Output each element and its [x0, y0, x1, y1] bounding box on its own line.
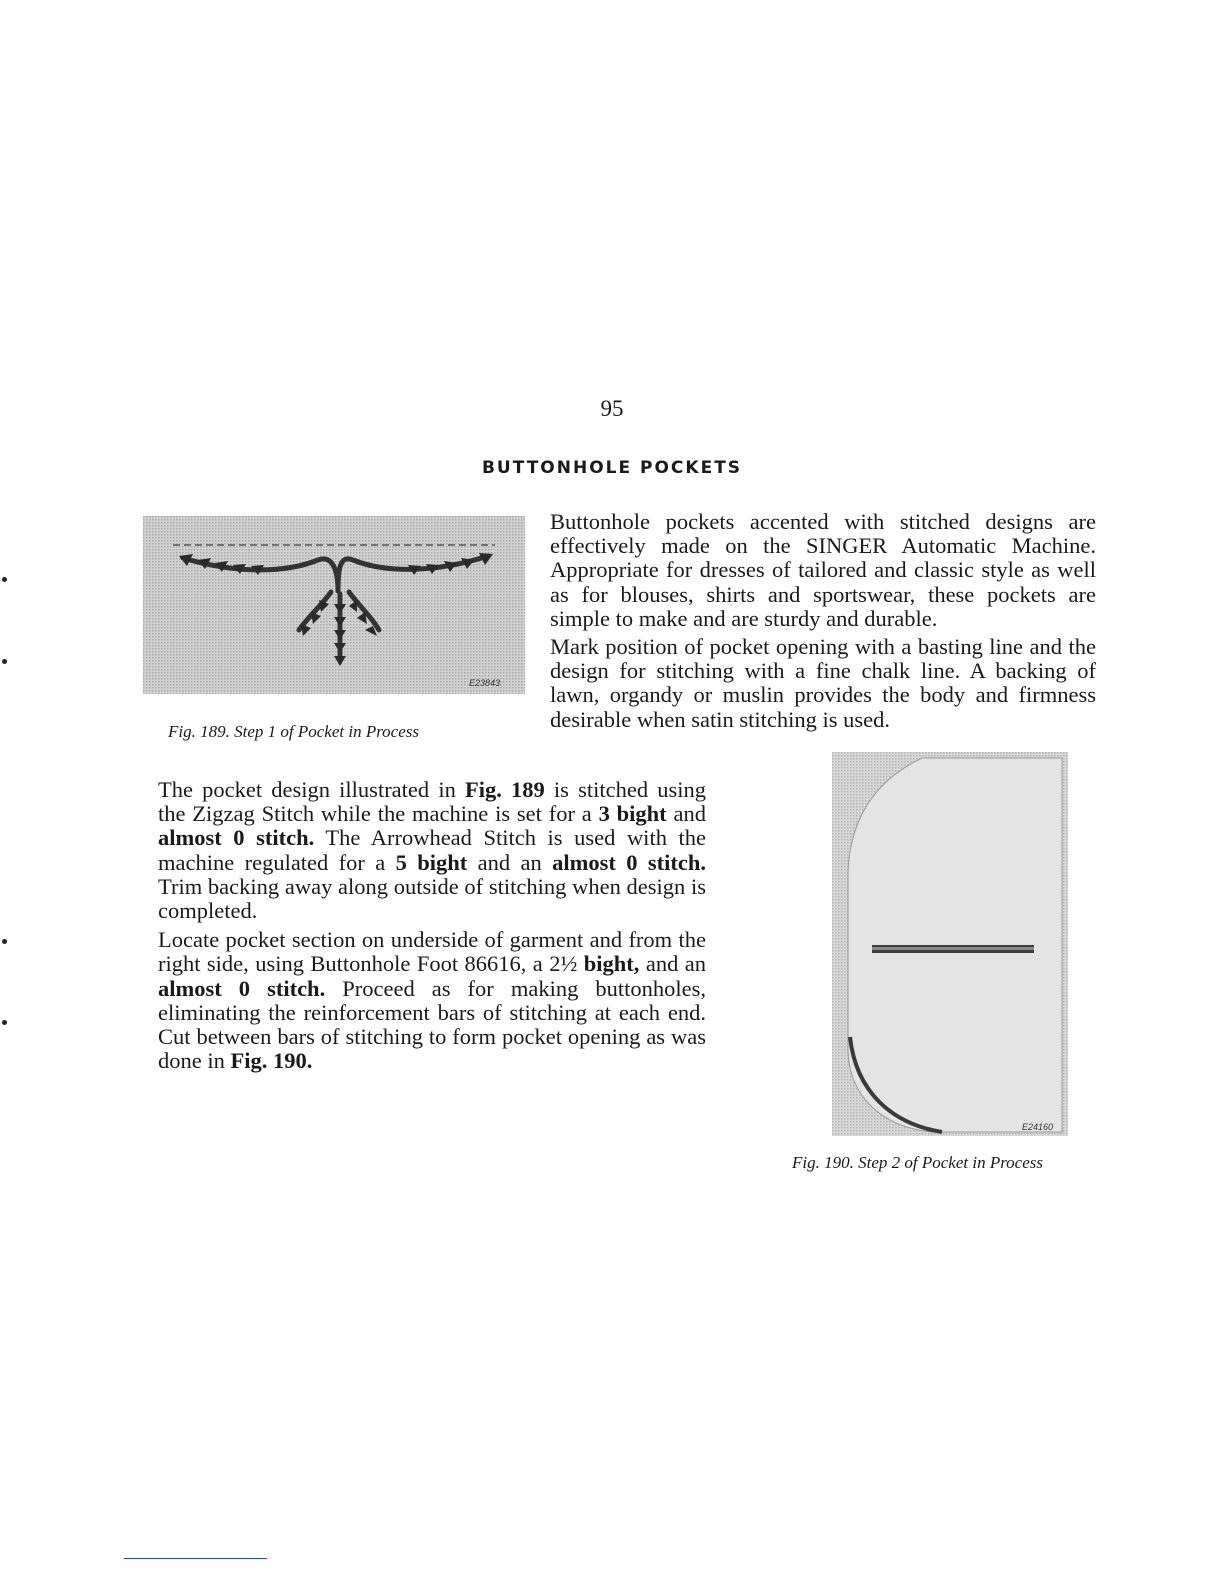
fig-190-image: [832, 752, 1068, 1136]
margin-mark: [2, 659, 7, 664]
intro-paragraph-1: Buttonhole pockets accented with stitched designs are effectively made on the SINGER Automatic Machine. Appropriate for dresses of tailored and classic style as well as for blouses, shirts and sportswear, these pockets are simple to make and are sturdy and durable.: [550, 509, 1096, 631]
intro-paragraph-2: Mark position of pocket opening with a basting line and the design for stitching with a fine chalk line. A backing of lawn, organdy or muslin provides the body and firmness desirable when satin stitching is used.: [550, 634, 1096, 732]
bottom-rule: [124, 1558, 267, 1559]
margin-mark: [2, 939, 7, 944]
body-paragraph-2: Locate pocket section on underside of garment and from the right side, using Buttonhole Foot 86616, a 2½ bight, and an almost 0 stitch. Proceed as for making buttonholes, eliminating the reinforcement bars of stitching at each end. Cut between bars of stitching to form pocket opening as was done in Fig. 190.: [158, 927, 706, 1074]
fig-189-image: [143, 516, 525, 694]
page-title: BUTTONHOLE POCKETS: [481, 458, 743, 478]
page-number: 95: [600, 396, 624, 421]
fig-190-caption: Fig. 190. Step 2 of Pocket in Process: [792, 1153, 1044, 1172]
margin-mark: [2, 1020, 7, 1025]
body-paragraph-1: The pocket design illustrated in Fig. 189 is stitched using the Zigzag Stitch while the machine is set for a 3 bight and almost 0 stitch. The Arrowhead Stitch is used with the machine regulated for a 5 bight and an almost 0 stitch. Trim backing away along outside of stitching when design is completed.: [158, 777, 706, 924]
fig-189-background: [143, 516, 525, 694]
fig-190-code: E24160: [1022, 1122, 1054, 1132]
intro-text: [550, 510, 1096, 732]
margin-mark: [2, 577, 7, 582]
body-text: [158, 778, 706, 1073]
fig-189-caption: Fig. 189. Step 1 of Pocket in Process: [168, 722, 420, 741]
fig-189-code: E23843: [469, 678, 501, 688]
